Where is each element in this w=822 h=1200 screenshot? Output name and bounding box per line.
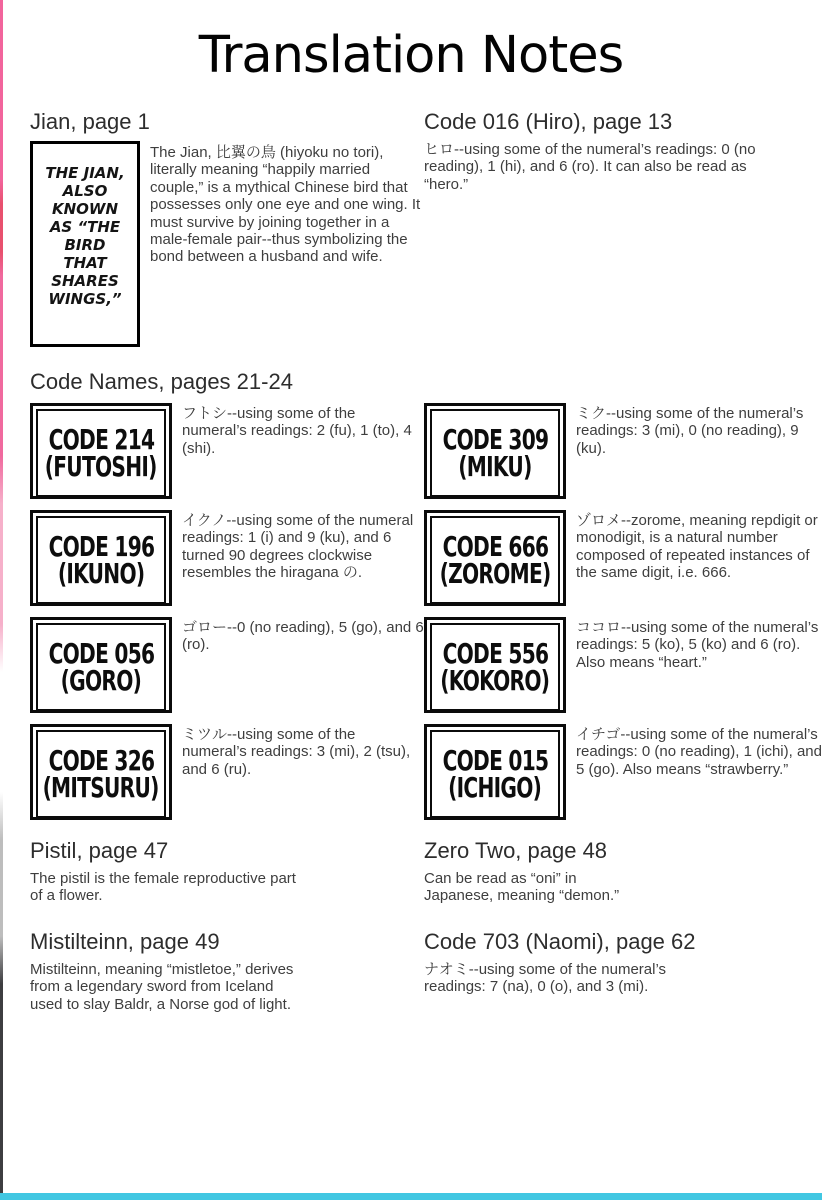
- jian-body-row: [30, 141, 424, 347]
- code-note-text: フトシ--using some of the numeral’s readings: 2 (fu), 1 (to), 4 (shi).: [182, 405, 412, 457]
- code-note-text: イチゴ--using some of the numeral’s readings: 0 (no reading), 1 (ichi), and 5 (go). Also means “strawberry.”: [576, 726, 822, 778]
- code-badge-inner: [36, 516, 166, 604]
- section-hiro: [424, 109, 810, 347]
- page-title: Translation Notes: [198, 26, 624, 85]
- code-number: CODE 196: [48, 529, 154, 563]
- section-mistilteinn: [30, 929, 424, 1013]
- code-badge-inner: [430, 409, 560, 497]
- code-entry-goro: [30, 617, 424, 713]
- pistil-note-text: The pistil is the female reproductive part of a flower.: [30, 870, 296, 905]
- code-badge: [424, 724, 566, 820]
- code-badge-inner: [430, 623, 560, 711]
- scan-edge-left-stripe: [0, 0, 3, 1200]
- bubble-line: THE JIAN,: [45, 164, 125, 182]
- code-name: (FUTOSHI): [45, 450, 157, 483]
- section-pistil: [30, 838, 424, 905]
- bottom-section-grid: [30, 838, 810, 1013]
- code-badge: [30, 617, 172, 713]
- code-names-grid: [30, 403, 822, 820]
- code-badge-inner: [36, 623, 166, 711]
- code-note-text: ココロ--using some of the numeral’s readings: 5 (ko), 5 (ko) and 6 (ro). Also means “heart.”: [576, 619, 819, 671]
- scan-edge-bottom-bar: [0, 1193, 822, 1200]
- code-note-text: イクノ--using some of the numeral readings: 1 (i) and 9 (ku), and 6 turned 90 degrees clockwise resembles the hiragana の.: [182, 512, 414, 582]
- code-note-text: ミク--using some of the numeral’s readings: 3 (mi), 0 (no reading), 9 (ku).: [576, 405, 804, 457]
- code-badge-inner: [430, 730, 560, 818]
- jian-note-text: The Jian, 比翼の鳥 (hiyoku no tori), literally meaning “happily married couple,” is a mythical Chinese bird that possesses only one eye and one wing. It must survive by joining together in a male-female pair--thus symbolizing the bond between a husband and wife.: [150, 144, 421, 266]
- code-number: CODE 015: [442, 743, 548, 777]
- section-zero-two: [424, 838, 810, 905]
- code-note-text: ミツル--using some of the numeral’s readings: 3 (mi), 2 (tsu), and 6 (ru).: [182, 726, 411, 778]
- code-entry-kokoro: [424, 617, 822, 713]
- pistil-heading: Pistil, page 47: [30, 838, 169, 863]
- code-entry-zorome: [424, 510, 822, 606]
- page-content: [0, 109, 822, 1013]
- code-number: CODE 556: [442, 636, 548, 670]
- mistilteinn-note-text: Mistilteinn, meaning “mistletoe,” derives from a legendary sword from Iceland used to slay Baldr, a Norse god of light.: [30, 960, 294, 1013]
- code-note-text: ゴロー--0 (no reading), 5 (go), and 6 (ro).: [182, 619, 424, 654]
- bubble-line: ALSO: [62, 182, 108, 200]
- code-name: (KOKORO): [440, 664, 550, 697]
- code-badge: [424, 403, 566, 499]
- code-note-text: ゾロメ--zorome, meaning repdigit or monodigit, is a natural number composed of repeated instances of the same digit, i.e. 666.: [576, 512, 818, 582]
- bubble-line: KNOWN: [51, 200, 119, 218]
- code-badge-inner: [36, 409, 166, 497]
- code-name: (ZOROME): [439, 557, 551, 590]
- hiro-heading: Code 016 (Hiro), page 13: [424, 109, 673, 134]
- code-entry-miku: [424, 403, 822, 499]
- bubble-line: SHARES: [51, 272, 119, 290]
- code-number: CODE 214: [48, 422, 154, 456]
- code-entry-ikuno: [30, 510, 424, 606]
- speech-bubble-panel: [30, 141, 140, 347]
- jian-heading: Jian, page 1: [30, 109, 150, 134]
- naomi-note-text: ナオミ--using some of the numeral’s readings: 7 (na), 0 (o), and 3 (mi).: [424, 960, 667, 996]
- zero-two-note-text: Can be read as “oni” in Japanese, meaning “demon.”: [424, 870, 620, 905]
- section-naomi: [424, 929, 810, 1013]
- code-number: CODE 326: [48, 743, 154, 777]
- naomi-heading: Code 703 (Naomi), page 62: [424, 928, 696, 954]
- code-name: (IKUNO): [57, 557, 145, 590]
- code-number: CODE 309: [442, 422, 548, 456]
- code-name: (MITSURU): [42, 771, 160, 804]
- section-jian: [30, 109, 424, 347]
- code-badge: [424, 617, 566, 713]
- code-entry-ichigo: [424, 724, 822, 820]
- hiro-note-text: ヒロ--using some of the numeral’s readings: 0 (no reading), 1 (hi), and 6 (ro). It can also be read as “hero.”: [424, 141, 756, 193]
- code-badge: [30, 510, 172, 606]
- code-name: (ICHIGO): [448, 771, 542, 804]
- code-entry-mitsuru: [30, 724, 424, 820]
- code-name: (GORO): [60, 664, 142, 697]
- code-number: CODE 056: [48, 636, 154, 670]
- bubble-line: WINGS,”: [48, 290, 122, 308]
- code-badge-inner: [430, 516, 560, 604]
- bubble-line: BIRD: [64, 236, 106, 254]
- code-names-heading: Code Names, pages 21-24: [30, 369, 293, 394]
- code-name: (MIKU): [458, 450, 532, 483]
- code-badge: [30, 403, 172, 499]
- zero-two-heading: Zero Two, page 48: [424, 838, 608, 863]
- code-badge-inner: [36, 730, 166, 818]
- top-section-row: [30, 109, 810, 347]
- mistilteinn-heading: Mistilteinn, page 49: [30, 928, 220, 954]
- code-badge: [30, 724, 172, 820]
- code-number: CODE 666: [442, 529, 548, 563]
- code-badge: [424, 510, 566, 606]
- bubble-line: AS “THE: [49, 218, 121, 236]
- code-entry-futoshi: [30, 403, 424, 499]
- bubble-line: THAT: [63, 254, 107, 272]
